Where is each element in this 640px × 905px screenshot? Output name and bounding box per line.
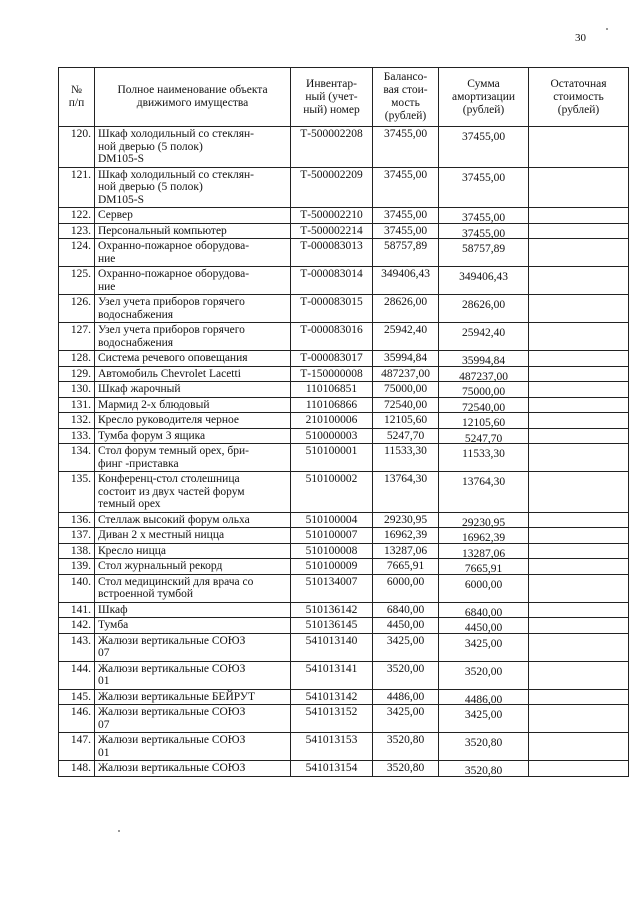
header-balance: Балансо- вая стои- мость (рублей) — [373, 68, 439, 127]
table-row — [59, 351, 629, 367]
cell-name: Персональный компьютер — [95, 223, 291, 239]
table-row — [59, 127, 629, 168]
cell-inventory: 510000003 — [291, 428, 373, 444]
cell-name: Стол журнальный рекорд — [95, 559, 291, 575]
scan-dot — [606, 28, 608, 30]
cell-residual — [529, 167, 629, 208]
cell-name: Шкаф жарочный — [95, 382, 291, 398]
cell-num: 131. — [59, 397, 95, 413]
cell-balance: 349406,43 — [373, 267, 439, 295]
cell-amortization: 58757,89 — [439, 239, 529, 267]
table-row — [59, 223, 629, 239]
cell-num: 132. — [59, 413, 95, 429]
cell-residual — [529, 208, 629, 224]
table-row — [59, 559, 629, 575]
header-inventory: Инвентар- ный (учет- ный) номер — [291, 68, 373, 127]
cell-inventory: Т-000083016 — [291, 323, 373, 351]
cell-residual — [529, 574, 629, 602]
cell-inventory: 510100004 — [291, 512, 373, 528]
cell-residual — [529, 761, 629, 777]
cell-name: Шкаф — [95, 602, 291, 618]
cell-num: 145. — [59, 689, 95, 705]
cell-amortization: 29230,95 — [439, 512, 529, 528]
table-row — [59, 618, 629, 634]
cell-amortization: 28626,00 — [439, 295, 529, 323]
cell-name: Стол медицинский для врача со встроенной тумбой — [95, 574, 291, 602]
cell-inventory: 541013152 — [291, 705, 373, 733]
cell-residual — [529, 528, 629, 544]
cell-num: 125. — [59, 267, 95, 295]
table-row — [59, 733, 629, 761]
cell-residual — [529, 413, 629, 429]
cell-amortization: 16962,39 — [439, 528, 529, 544]
cell-balance: 4486,00 — [373, 689, 439, 705]
cell-name: Стол форум темный орех, бри- финг -приставка — [95, 444, 291, 472]
cell-amortization: 4486,00 — [439, 689, 529, 705]
cell-num: 137. — [59, 528, 95, 544]
cell-name: Система речевого оповещания — [95, 351, 291, 367]
cell-residual — [529, 661, 629, 689]
cell-inventory: 510100009 — [291, 559, 373, 575]
cell-inventory: 510100007 — [291, 528, 373, 544]
cell-name: Тумба — [95, 618, 291, 634]
table-row — [59, 167, 629, 208]
cell-residual — [529, 472, 629, 513]
table-row — [59, 574, 629, 602]
cell-inventory: 541013154 — [291, 761, 373, 777]
cell-residual — [529, 618, 629, 634]
cell-residual — [529, 267, 629, 295]
cell-balance: 58757,89 — [373, 239, 439, 267]
cell-balance: 37455,00 — [373, 167, 439, 208]
cell-amortization: 349406,43 — [439, 267, 529, 295]
inventory-table — [58, 67, 629, 777]
cell-amortization: 5247,70 — [439, 428, 529, 444]
cell-inventory: 110106851 — [291, 382, 373, 398]
cell-num: 123. — [59, 223, 95, 239]
scan-dot — [118, 830, 120, 832]
cell-num: 134. — [59, 444, 95, 472]
cell-num: 129. — [59, 366, 95, 382]
cell-residual — [529, 444, 629, 472]
cell-num: 147. — [59, 733, 95, 761]
cell-num: 135. — [59, 472, 95, 513]
cell-name: Конференц-стол столешница состоит из двух частей форум темный орех — [95, 472, 291, 513]
table-row — [59, 472, 629, 513]
table-row — [59, 761, 629, 777]
cell-num: 144. — [59, 661, 95, 689]
cell-balance: 3425,00 — [373, 705, 439, 733]
cell-num: 140. — [59, 574, 95, 602]
table-row — [59, 382, 629, 398]
cell-name: Шкаф холодильный со стеклян- ной дверью (5 полок) DM105-S — [95, 167, 291, 208]
cell-balance: 37455,00 — [373, 208, 439, 224]
cell-name: Кресло ницца — [95, 543, 291, 559]
table-row — [59, 208, 629, 224]
cell-amortization: 7665,91 — [439, 559, 529, 575]
cell-residual — [529, 559, 629, 575]
cell-residual — [529, 295, 629, 323]
cell-balance: 7665,91 — [373, 559, 439, 575]
cell-amortization: 3520,80 — [439, 733, 529, 761]
cell-residual — [529, 397, 629, 413]
cell-inventory: 510134007 — [291, 574, 373, 602]
cell-residual — [529, 512, 629, 528]
cell-inventory: 541013140 — [291, 633, 373, 661]
cell-balance: 11533,30 — [373, 444, 439, 472]
cell-name: Шкаф холодильный со стеклян- ной дверью (5 полок) DM105-S — [95, 127, 291, 168]
cell-balance: 5247,70 — [373, 428, 439, 444]
cell-num: 130. — [59, 382, 95, 398]
header-name: Полное наименование объекта движимого имущества — [95, 68, 291, 127]
cell-balance: 25942,40 — [373, 323, 439, 351]
cell-residual — [529, 733, 629, 761]
cell-num: 133. — [59, 428, 95, 444]
cell-inventory: 541013141 — [291, 661, 373, 689]
cell-inventory: 541013153 — [291, 733, 373, 761]
cell-residual — [529, 633, 629, 661]
cell-residual — [529, 223, 629, 239]
table-row — [59, 239, 629, 267]
cell-residual — [529, 705, 629, 733]
cell-name: Жалюзи вертикальные СОЮЗ 07 — [95, 633, 291, 661]
cell-residual — [529, 239, 629, 267]
cell-amortization: 37455,00 — [439, 223, 529, 239]
table-row — [59, 689, 629, 705]
cell-inventory: 541013142 — [291, 689, 373, 705]
cell-balance: 12105,60 — [373, 413, 439, 429]
header-num: № п/п — [59, 68, 95, 127]
cell-num: 122. — [59, 208, 95, 224]
cell-inventory: Т-000083015 — [291, 295, 373, 323]
cell-name: Узел учета приборов горячего водоснабжения — [95, 323, 291, 351]
header-amortization: Сумма амортизации (рублей) — [439, 68, 529, 127]
cell-amortization: 6840,00 — [439, 602, 529, 618]
table-row — [59, 512, 629, 528]
cell-name: Жалюзи вертикальные СОЮЗ — [95, 761, 291, 777]
cell-residual — [529, 689, 629, 705]
cell-name: Узел учета приборов горячего водоснабжения — [95, 295, 291, 323]
cell-inventory: Т-150000008 — [291, 366, 373, 382]
cell-num: 148. — [59, 761, 95, 777]
cell-inventory: 510100001 — [291, 444, 373, 472]
table-row — [59, 323, 629, 351]
cell-name: Охранно-пожарное оборудова- ние — [95, 267, 291, 295]
table-row — [59, 705, 629, 733]
cell-balance: 37455,00 — [373, 223, 439, 239]
cell-amortization: 13764,30 — [439, 472, 529, 513]
cell-num: 139. — [59, 559, 95, 575]
cell-num: 136. — [59, 512, 95, 528]
cell-amortization: 4450,00 — [439, 618, 529, 634]
cell-balance: 13764,30 — [373, 472, 439, 513]
cell-name: Жалюзи вертикальные СОЮЗ 01 — [95, 733, 291, 761]
cell-amortization: 11533,30 — [439, 444, 529, 472]
cell-inventory: 510100008 — [291, 543, 373, 559]
cell-inventory: 510136145 — [291, 618, 373, 634]
cell-amortization: 13287,06 — [439, 543, 529, 559]
cell-amortization: 75000,00 — [439, 382, 529, 398]
cell-balance: 72540,00 — [373, 397, 439, 413]
cell-num: 146. — [59, 705, 95, 733]
cell-amortization: 37455,00 — [439, 208, 529, 224]
table-row — [59, 267, 629, 295]
cell-name: Сервер — [95, 208, 291, 224]
table-row — [59, 444, 629, 472]
cell-residual — [529, 351, 629, 367]
table-row — [59, 397, 629, 413]
cell-inventory: Т-500002214 — [291, 223, 373, 239]
cell-inventory: Т-500002208 — [291, 127, 373, 168]
cell-inventory: Т-500002210 — [291, 208, 373, 224]
cell-num: 127. — [59, 323, 95, 351]
cell-amortization: 3520,00 — [439, 661, 529, 689]
table-row — [59, 413, 629, 429]
table-row — [59, 543, 629, 559]
cell-num: 121. — [59, 167, 95, 208]
cell-balance: 4450,00 — [373, 618, 439, 634]
table-row — [59, 602, 629, 618]
cell-balance: 29230,95 — [373, 512, 439, 528]
table-row — [59, 366, 629, 382]
cell-balance: 3425,00 — [373, 633, 439, 661]
cell-inventory: 210100006 — [291, 413, 373, 429]
cell-name: Жалюзи вертикальные СОЮЗ 01 — [95, 661, 291, 689]
cell-balance: 13287,06 — [373, 543, 439, 559]
cell-num: 124. — [59, 239, 95, 267]
cell-amortization: 37455,00 — [439, 127, 529, 168]
cell-inventory: 510100002 — [291, 472, 373, 513]
cell-name: Мармид 2-х блюдовый — [95, 397, 291, 413]
cell-residual — [529, 382, 629, 398]
cell-residual — [529, 127, 629, 168]
cell-balance: 28626,00 — [373, 295, 439, 323]
cell-num: 142. — [59, 618, 95, 634]
cell-inventory: Т-000083013 — [291, 239, 373, 267]
cell-name: Охранно-пожарное оборудова- ние — [95, 239, 291, 267]
cell-balance: 16962,39 — [373, 528, 439, 544]
table-row — [59, 428, 629, 444]
cell-amortization: 12105,60 — [439, 413, 529, 429]
table-header-row — [59, 68, 629, 127]
cell-amortization: 25942,40 — [439, 323, 529, 351]
cell-num: 141. — [59, 602, 95, 618]
cell-amortization: 3425,00 — [439, 633, 529, 661]
cell-inventory: Т-000083017 — [291, 351, 373, 367]
table-row — [59, 295, 629, 323]
cell-inventory: Т-000083014 — [291, 267, 373, 295]
cell-residual — [529, 602, 629, 618]
cell-num: 120. — [59, 127, 95, 168]
cell-balance: 35994,84 — [373, 351, 439, 367]
cell-num: 138. — [59, 543, 95, 559]
cell-amortization: 37455,00 — [439, 167, 529, 208]
cell-name: Диван 2 х местный ницца — [95, 528, 291, 544]
cell-name: Автомобиль Chevrolet Lacetti — [95, 366, 291, 382]
cell-amortization: 6000,00 — [439, 574, 529, 602]
cell-residual — [529, 323, 629, 351]
header-residual: Остаточная стоимость (рублей) — [529, 68, 629, 127]
cell-num: 128. — [59, 351, 95, 367]
cell-name: Стеллаж высокий форум ольха — [95, 512, 291, 528]
cell-balance: 75000,00 — [373, 382, 439, 398]
cell-balance: 487237,00 — [373, 366, 439, 382]
page-number: 30 — [575, 32, 586, 44]
table-row — [59, 661, 629, 689]
cell-balance: 3520,00 — [373, 661, 439, 689]
cell-inventory: 510136142 — [291, 602, 373, 618]
cell-balance: 6840,00 — [373, 602, 439, 618]
cell-inventory: 110106866 — [291, 397, 373, 413]
cell-amortization: 3425,00 — [439, 705, 529, 733]
cell-amortization: 72540,00 — [439, 397, 529, 413]
cell-amortization: 3520,80 — [439, 761, 529, 777]
cell-residual — [529, 428, 629, 444]
cell-num: 126. — [59, 295, 95, 323]
cell-amortization: 487237,00 — [439, 366, 529, 382]
table-row — [59, 528, 629, 544]
cell-balance: 6000,00 — [373, 574, 439, 602]
table-row — [59, 633, 629, 661]
cell-name: Жалюзи вертикальные БЕЙРУТ — [95, 689, 291, 705]
cell-amortization: 35994,84 — [439, 351, 529, 367]
cell-inventory: Т-500002209 — [291, 167, 373, 208]
cell-balance: 37455,00 — [373, 127, 439, 168]
cell-name: Жалюзи вертикальные СОЮЗ 07 — [95, 705, 291, 733]
cell-name: Кресло руководителя черное — [95, 413, 291, 429]
cell-residual — [529, 366, 629, 382]
cell-num: 143. — [59, 633, 95, 661]
cell-balance: 3520,80 — [373, 733, 439, 761]
cell-name: Тумба форум 3 ящика — [95, 428, 291, 444]
cell-residual — [529, 543, 629, 559]
cell-balance: 3520,80 — [373, 761, 439, 777]
